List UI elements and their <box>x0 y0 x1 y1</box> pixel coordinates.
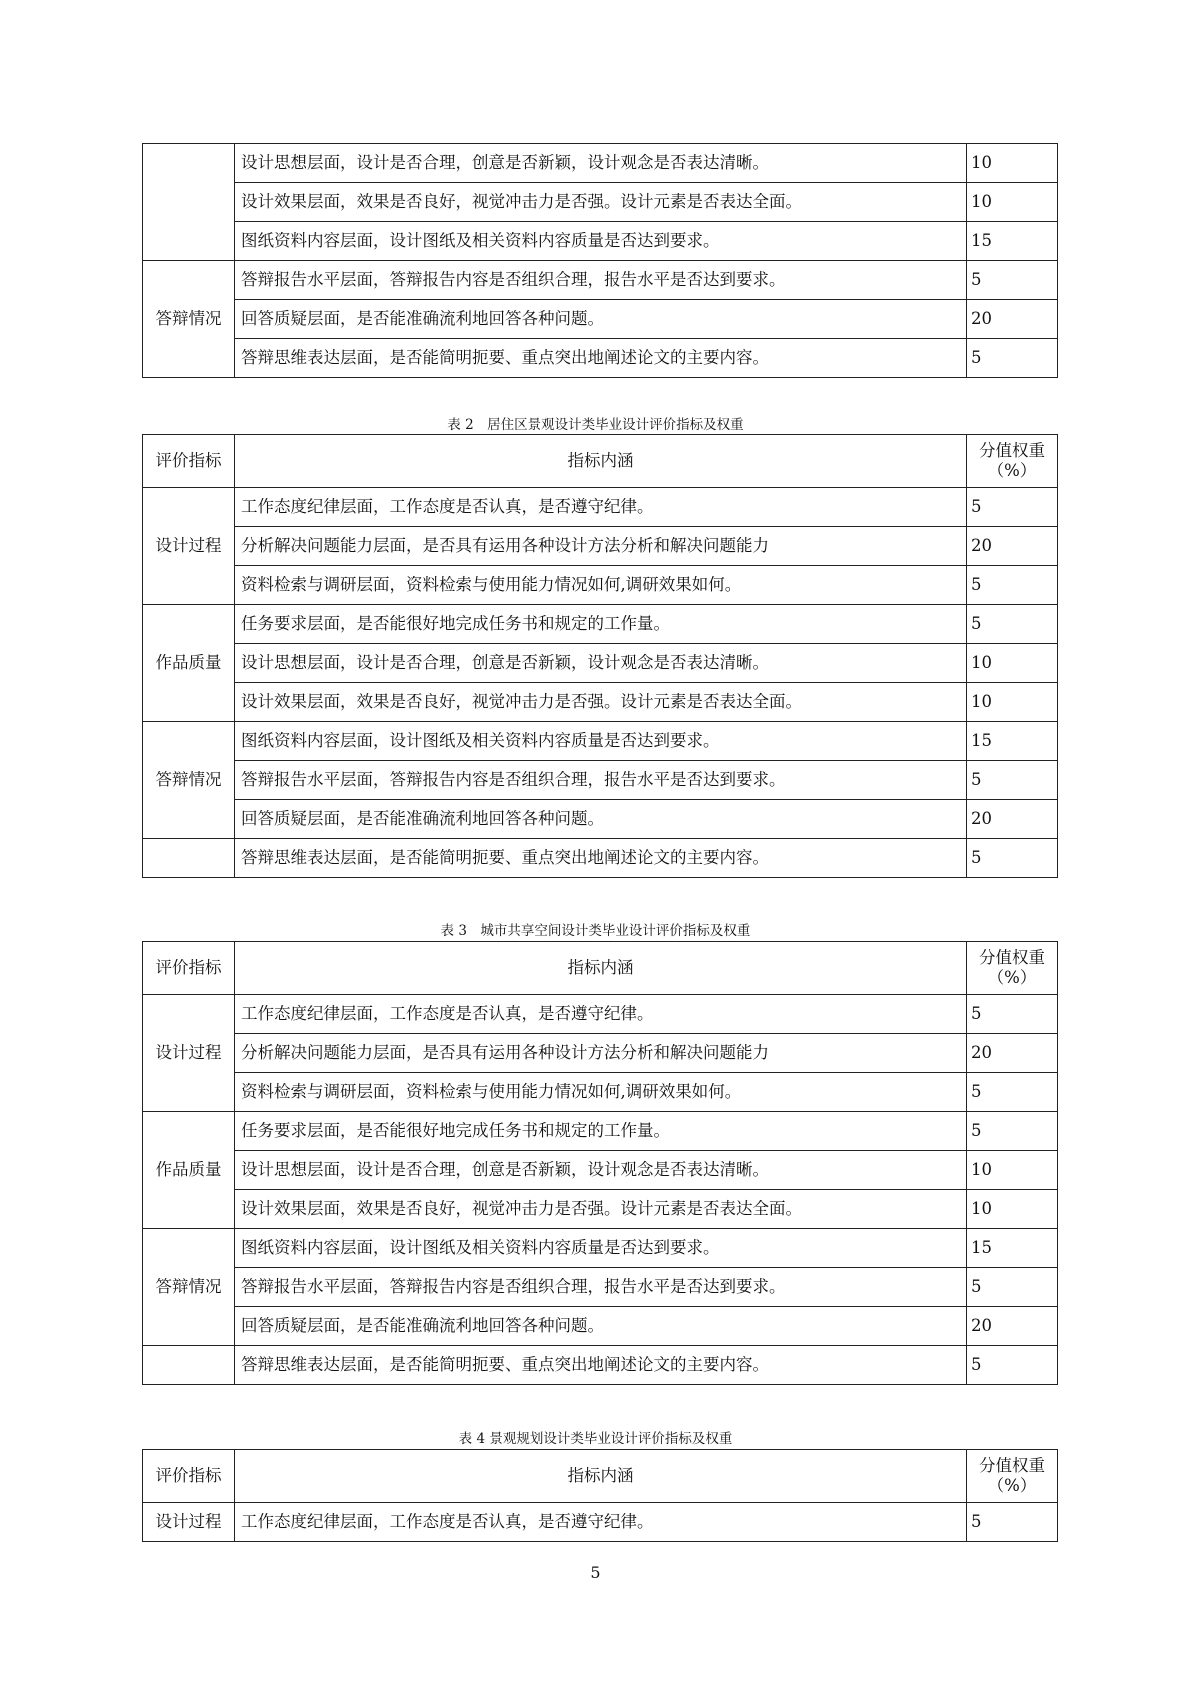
header-row <box>143 942 1058 995</box>
page-number: 5 <box>590 1563 601 1582</box>
table-row <box>143 1073 1058 1112</box>
group-label <box>143 839 235 878</box>
group-label: 设计过程 <box>143 488 235 605</box>
table-row <box>143 261 1058 300</box>
table-row <box>143 144 1058 183</box>
table-row <box>143 300 1058 339</box>
header-weight-unit: （%） <box>987 1476 1037 1495</box>
table-row <box>143 800 1058 839</box>
indicator-content: 设计效果层面，效果是否良好，视觉冲击力是否强。设计元素是否表达全面。 <box>235 683 967 722</box>
header-weight <box>967 1450 1058 1503</box>
table-caption: 表 4 景观规划设计类毕业设计评价指标及权重 <box>458 1431 733 1447</box>
weight-value: 5 <box>967 1268 1058 1307</box>
header-content: 指标内涵 <box>235 1450 967 1503</box>
table-row <box>143 995 1058 1034</box>
header-weight-label: 分值权重 <box>979 1456 1045 1476</box>
table-row <box>143 222 1058 261</box>
header-content: 指标内涵 <box>235 435 967 488</box>
weight-value: 10 <box>967 183 1058 222</box>
weight-value: 20 <box>967 300 1058 339</box>
table-row <box>143 1229 1058 1268</box>
weight-value: 20 <box>967 527 1058 566</box>
table-row <box>143 722 1058 761</box>
weight-value: 5 <box>967 261 1058 300</box>
indicator-content: 回答质疑层面，是否能准确流利地回答各种问题。 <box>235 800 967 839</box>
indicator-content: 图纸资料内容层面，设计图纸及相关资料内容质量是否达到要求。 <box>235 722 967 761</box>
weight-value: 10 <box>967 144 1058 183</box>
group-label: 答辩情况 <box>143 261 235 378</box>
header-weight-unit: （%） <box>987 968 1037 987</box>
table-row <box>143 1112 1058 1151</box>
indicator-content: 工作态度纪律层面，工作态度是否认真，是否遵守纪律。 <box>235 995 967 1034</box>
indicator-content: 答辩报告水平层面，答辩报告内容是否组织合理，报告水平是否达到要求。 <box>235 1268 967 1307</box>
table-row <box>143 1346 1058 1385</box>
indicator-content: 任务要求层面，是否能很好地完成任务书和规定的工作量。 <box>235 605 967 644</box>
indicator-content: 设计思想层面，设计是否合理，创意是否新颖，设计观念是否表达清晰。 <box>235 1151 967 1190</box>
header-indicator: 评价指标 <box>143 1450 235 1503</box>
group-label <box>143 144 235 261</box>
weight-value: 15 <box>967 1229 1058 1268</box>
weight-value: 5 <box>967 339 1058 378</box>
header-indicator: 评价指标 <box>143 942 235 995</box>
header-row <box>143 435 1058 488</box>
weight-value: 20 <box>967 800 1058 839</box>
evaluation-table <box>142 143 1058 378</box>
indicator-content: 设计效果层面，效果是否良好，视觉冲击力是否强。设计元素是否表达全面。 <box>235 183 967 222</box>
table-caption: 表 3 城市共享空间设计类毕业设计评价指标及权重 <box>440 923 751 939</box>
table-row <box>143 488 1058 527</box>
group-label: 设计过程 <box>143 1503 235 1542</box>
indicator-content: 设计效果层面，效果是否良好，视觉冲击力是否强。设计元素是否表达全面。 <box>235 1190 967 1229</box>
indicator-content: 分析解决问题能力层面，是否具有运用各种设计方法分析和解决问题能力 <box>235 527 967 566</box>
evaluation-table <box>142 941 1058 1385</box>
header-indicator: 评价指标 <box>143 435 235 488</box>
weight-value: 5 <box>967 605 1058 644</box>
indicator-content: 设计思想层面，设计是否合理，创意是否新颖，设计观念是否表达清晰。 <box>235 144 967 183</box>
table-row <box>143 644 1058 683</box>
table-row <box>143 1034 1058 1073</box>
weight-value: 5 <box>967 1503 1058 1542</box>
header-weight <box>967 942 1058 995</box>
table-row <box>143 339 1058 378</box>
indicator-content: 工作态度纪律层面，工作态度是否认真，是否遵守纪律。 <box>235 488 967 527</box>
header-row <box>143 1450 1058 1503</box>
weight-value: 15 <box>967 722 1058 761</box>
indicator-content: 设计思想层面，设计是否合理，创意是否新颖，设计观念是否表达清晰。 <box>235 644 967 683</box>
indicator-content: 答辩思维表达层面，是否能简明扼要、重点突出地阐述论文的主要内容。 <box>235 1346 967 1385</box>
indicator-content: 答辩思维表达层面，是否能简明扼要、重点突出地阐述论文的主要内容。 <box>235 839 967 878</box>
table-row <box>143 566 1058 605</box>
weight-value: 10 <box>967 1151 1058 1190</box>
weight-value: 10 <box>967 1190 1058 1229</box>
table-caption: 表 2 居住区景观设计类毕业设计评价指标及权重 <box>447 417 744 433</box>
evaluation-table <box>142 434 1058 878</box>
weight-value: 10 <box>967 683 1058 722</box>
group-label: 答辩情况 <box>143 1229 235 1346</box>
indicator-content: 工作态度纪律层面，工作态度是否认真，是否遵守纪律。 <box>235 1503 967 1542</box>
indicator-content: 答辩报告水平层面，答辩报告内容是否组织合理，报告水平是否达到要求。 <box>235 261 967 300</box>
indicator-content: 回答质疑层面，是否能准确流利地回答各种问题。 <box>235 1307 967 1346</box>
table-row <box>143 183 1058 222</box>
group-label: 设计过程 <box>143 995 235 1112</box>
table-row <box>143 605 1058 644</box>
indicator-content: 答辩思维表达层面，是否能简明扼要、重点突出地阐述论文的主要内容。 <box>235 339 967 378</box>
table-row <box>143 527 1058 566</box>
weight-value: 5 <box>967 1346 1058 1385</box>
weight-value: 20 <box>967 1034 1058 1073</box>
table-row <box>143 839 1058 878</box>
header-weight-unit: （%） <box>987 461 1037 480</box>
indicator-content: 答辩报告水平层面，答辩报告内容是否组织合理，报告水平是否达到要求。 <box>235 761 967 800</box>
header-weight <box>967 435 1058 488</box>
indicator-content: 回答质疑层面，是否能准确流利地回答各种问题。 <box>235 300 967 339</box>
indicator-content: 任务要求层面，是否能很好地完成任务书和规定的工作量。 <box>235 1112 967 1151</box>
table-row <box>143 1190 1058 1229</box>
indicator-content: 分析解决问题能力层面，是否具有运用各种设计方法分析和解决问题能力 <box>235 1034 967 1073</box>
evaluation-table <box>142 1449 1058 1542</box>
weight-value: 5 <box>967 1073 1058 1112</box>
header-weight-label: 分值权重 <box>979 948 1045 968</box>
table-row <box>143 1503 1058 1542</box>
weight-value: 10 <box>967 644 1058 683</box>
group-label: 答辩情况 <box>143 722 235 839</box>
weight-value: 15 <box>967 222 1058 261</box>
weight-value: 5 <box>967 566 1058 605</box>
header-weight-label: 分值权重 <box>979 441 1045 461</box>
weight-value: 5 <box>967 995 1058 1034</box>
indicator-content: 资料检索与调研层面，资料检索与使用能力情况如何,调研效果如何。 <box>235 566 967 605</box>
indicator-content: 图纸资料内容层面，设计图纸及相关资料内容质量是否达到要求。 <box>235 222 967 261</box>
group-label <box>143 1346 235 1385</box>
table-row <box>143 761 1058 800</box>
group-label: 作品质量 <box>143 1112 235 1229</box>
weight-value: 5 <box>967 761 1058 800</box>
table-row <box>143 1151 1058 1190</box>
header-content: 指标内涵 <box>235 942 967 995</box>
table-row <box>143 683 1058 722</box>
weight-value: 5 <box>967 1112 1058 1151</box>
weight-value: 5 <box>967 488 1058 527</box>
indicator-content: 图纸资料内容层面，设计图纸及相关资料内容质量是否达到要求。 <box>235 1229 967 1268</box>
weight-value: 5 <box>967 839 1058 878</box>
group-label: 作品质量 <box>143 605 235 722</box>
weight-value: 20 <box>967 1307 1058 1346</box>
table-row <box>143 1307 1058 1346</box>
table-row <box>143 1268 1058 1307</box>
indicator-content: 资料检索与调研层面，资料检索与使用能力情况如何,调研效果如何。 <box>235 1073 967 1112</box>
